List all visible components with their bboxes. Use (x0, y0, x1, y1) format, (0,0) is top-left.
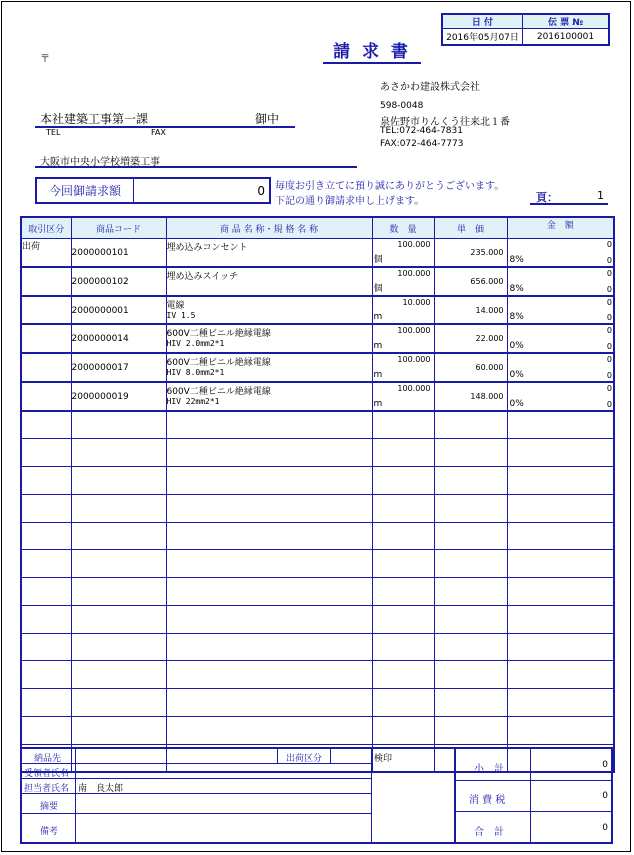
empty-cell (71, 578, 166, 606)
tax-rate-text: 0% (509, 398, 524, 409)
unit-text: m (373, 398, 383, 409)
person-value: 南 良太郎 (78, 784, 124, 794)
cell-code (71, 239, 166, 267)
price-text: 148.000 (470, 391, 504, 401)
empty-cell (166, 522, 372, 550)
empty-cell (372, 411, 434, 439)
code-text: 2000000102 (71, 276, 129, 287)
cell-kubun (21, 267, 71, 296)
empty-cell (71, 522, 166, 550)
cell-qty (372, 239, 434, 267)
empty-cell (372, 689, 434, 717)
footer-row-person (22, 779, 371, 794)
item-name: 600V二種ビニル絶縁電線 (166, 329, 271, 340)
amount-text: 0 (606, 240, 612, 249)
item-spec: HIV 8.0mm2*1 (166, 368, 225, 377)
empty-cell (507, 661, 614, 689)
cell-price (434, 353, 507, 382)
slip-label: 伝 票 № (523, 15, 608, 29)
empty-cell (71, 439, 166, 467)
empty-cell (166, 633, 372, 661)
postal-mark: 〒 (40, 54, 50, 65)
empty-cell (434, 494, 507, 522)
code-text: 2000000017 (71, 363, 129, 373)
cell-price (434, 239, 507, 267)
footer-divider-2 (454, 749, 456, 842)
slip-value: 2016100001 (536, 31, 595, 42)
cell-code (71, 353, 166, 382)
table-row (21, 689, 614, 717)
empty-cell (372, 522, 434, 550)
tax-rate-text: 0% (509, 341, 524, 351)
empty-cell (166, 494, 372, 522)
table-row (21, 467, 614, 495)
header-code: 商品コード (71, 217, 166, 239)
price-text: 656.000 (470, 276, 504, 286)
qty-text: 100.000 (397, 240, 431, 249)
amount-sub-text: 0 (606, 399, 612, 409)
tax-rate-text: 8% (509, 312, 524, 323)
price-text: 22.000 (475, 334, 504, 344)
empty-cell (434, 578, 507, 606)
summary-label: 摘要 (40, 802, 59, 812)
cell-qty (372, 267, 434, 296)
greeting-line2: 下記の通り御請求申し上げます。 (275, 196, 425, 207)
code-text: 2000000001 (71, 305, 129, 316)
person-label: 担当者氏名 (24, 784, 70, 794)
empty-cell (71, 467, 166, 495)
item-spec: HIV 22mm2*1 (166, 396, 220, 406)
item-name: 埋め込みスイッチ (166, 271, 239, 282)
empty-cell (507, 550, 614, 578)
empty-cell (434, 633, 507, 661)
recipient-honorific: 御中 (255, 112, 280, 126)
issuer-fax: FAX:072-464-7773 (380, 139, 464, 149)
date-label: 日 付 (443, 15, 523, 29)
unit-text: 個 (373, 283, 383, 294)
amount-text: 0 (606, 355, 612, 364)
price-text: 235.000 (470, 248, 504, 257)
unit-text: m (373, 341, 383, 351)
tax-value: 0 (602, 791, 608, 801)
page-number-row (530, 189, 608, 205)
qty-text: 100.000 (397, 268, 431, 278)
amount-sub-text: 0 (606, 313, 612, 323)
empty-cell (21, 578, 71, 606)
amount-text: 0 (606, 297, 612, 307)
item-spec: IV 1.5 (166, 310, 196, 320)
table-row (21, 411, 614, 439)
cell-name (166, 296, 372, 325)
empty-cell (21, 605, 71, 633)
cell-qty (372, 353, 434, 382)
cell-amount (507, 353, 614, 382)
table-header-row (21, 217, 614, 239)
issuer-address: 泉佐野市りんくう往来北１番 (380, 117, 510, 128)
fax-label: FAX (151, 128, 166, 137)
cell-amount (507, 239, 614, 267)
amount-sub-text: 0 (606, 370, 612, 380)
table-row (21, 439, 614, 467)
recipient-name: 本社建築工事第一課 (40, 112, 149, 126)
amount-sub-text: 0 (606, 284, 612, 294)
empty-cell (372, 633, 434, 661)
inspection-label: 検印 (374, 754, 393, 764)
cell-name (166, 324, 372, 353)
empty-cell (372, 494, 434, 522)
empty-cell (372, 550, 434, 578)
footer-hline-1 (454, 780, 611, 781)
empty-cell (166, 550, 372, 578)
amount-text: 0 (606, 326, 612, 336)
empty-cell (21, 439, 71, 467)
empty-cell (434, 411, 507, 439)
empty-cell (166, 411, 372, 439)
invoice-amount-label: 今回御請求額 (37, 179, 134, 202)
table-row (21, 494, 614, 522)
item-name: 600V二種ビニル絶縁電線 (166, 358, 271, 368)
shipping-label: 出荷区分 (286, 754, 323, 764)
cell-name (166, 239, 372, 267)
empty-cell (21, 411, 71, 439)
empty-cell (507, 494, 614, 522)
table-row (21, 267, 614, 296)
empty-cell (434, 716, 507, 744)
subtotal-label: 小 計 (474, 764, 504, 775)
empty-cell (507, 439, 614, 467)
header-qty: 数 量 (372, 217, 434, 239)
tel-label: TEL (46, 128, 61, 137)
price-text: 14.000 (475, 305, 504, 315)
footer-divider-1 (371, 749, 372, 842)
table-row (21, 550, 614, 578)
subtotal-value: 0 (602, 760, 608, 770)
cell-kubun (21, 382, 71, 411)
items-table (20, 216, 615, 773)
table-row (21, 716, 614, 744)
cell-amount (507, 267, 614, 296)
recipient-row (35, 108, 295, 128)
table-row (21, 353, 614, 382)
item-name: 600V二種ビニル絶縁電線 (166, 386, 271, 397)
empty-cell (21, 522, 71, 550)
item-name: 電線 (166, 300, 185, 311)
amount-text: 0 (606, 268, 612, 278)
empty-cell (507, 411, 614, 439)
empty-cell (507, 605, 614, 633)
code-text: 2000000019 (71, 391, 129, 402)
empty-cell (434, 661, 507, 689)
header-kubun: 取引区分 (21, 217, 71, 239)
empty-cell (434, 605, 507, 633)
empty-cell (21, 716, 71, 744)
empty-cell (166, 605, 372, 633)
total-label: 合 計 (474, 827, 504, 838)
table-row (21, 578, 614, 606)
qty-text: 100.000 (397, 355, 431, 364)
cell-amount (507, 382, 614, 411)
empty-cell (21, 494, 71, 522)
empty-cell (372, 439, 434, 467)
empty-cell (71, 550, 166, 578)
tax-rate-text: 8% (509, 254, 524, 265)
table-row (21, 324, 614, 353)
cell-code (71, 324, 166, 353)
table-row (21, 239, 614, 267)
empty-cell (166, 689, 372, 717)
table-row (21, 661, 614, 689)
qty-text: 100.000 (397, 383, 431, 393)
cell-price (434, 296, 507, 325)
empty-cell (372, 661, 434, 689)
code-text: 2000000014 (71, 334, 129, 345)
greeting-line1: 毎度お引き立てに預り誠にありがとうございます。 (275, 181, 505, 192)
empty-cell (507, 522, 614, 550)
table-row (21, 522, 614, 550)
cell-code (71, 296, 166, 325)
empty-cell (21, 550, 71, 578)
cell-kubun (21, 239, 71, 267)
qty-text: 100.000 (397, 326, 431, 336)
empty-cell (21, 689, 71, 717)
empty-cell (71, 494, 166, 522)
header-name: 商 品 名 称・規 格 名 称 (166, 217, 372, 239)
amount-text: 0 (606, 383, 612, 393)
empty-cell (71, 633, 166, 661)
date-value: 2016年05月07日 (443, 29, 523, 44)
unit-text: m (373, 312, 383, 323)
total-value: 0 (602, 823, 608, 833)
cell-qty (372, 382, 434, 411)
tax-label: 消 費 税 (469, 795, 506, 806)
empty-cell (434, 689, 507, 717)
cell-kubun (21, 296, 71, 325)
empty-cell (71, 661, 166, 689)
cell-code (71, 382, 166, 411)
cell-name (166, 353, 372, 382)
footer-row-summary (22, 794, 371, 814)
qty-text: 10.000 (402, 297, 431, 307)
empty-cell (166, 716, 372, 744)
amount-sub-text: 0 (606, 342, 612, 351)
code-text: 2000000101 (71, 248, 129, 258)
item-spec: HIV 2.0mm2*1 (166, 339, 225, 349)
receiver-label: 受領者氏名 (24, 769, 70, 779)
empty-cell (507, 689, 614, 717)
tax-rate-text: 0% (509, 369, 524, 380)
cell-price (434, 382, 507, 411)
empty-cell (372, 467, 434, 495)
remarks-label: 備考 (40, 827, 59, 837)
issuer-company: あさかわ建設株式会社 (380, 82, 480, 93)
empty-cell (507, 716, 614, 744)
empty-cell (21, 661, 71, 689)
item-name: 埋め込みコンセント (166, 243, 248, 253)
cell-name (166, 267, 372, 296)
empty-cell (71, 411, 166, 439)
footer-hline-2 (454, 811, 611, 812)
cell-kubun (21, 324, 71, 353)
issuer-postal: 598-0048 (380, 101, 424, 111)
cell-qty (372, 324, 434, 353)
date-slip-box (441, 13, 610, 46)
invoice-amount-value: 0 (257, 183, 265, 198)
tax-rate-text: 8% (509, 283, 524, 294)
empty-cell (71, 605, 166, 633)
empty-cell (166, 578, 372, 606)
issuer-tel: TEL:072-464-7831 (380, 126, 463, 136)
project-row (35, 152, 357, 168)
table-row (21, 605, 614, 633)
project-name: 大阪市中央小学校増築工事 (40, 157, 160, 168)
cell-amount (507, 296, 614, 325)
invoice-amount-box (35, 177, 271, 204)
empty-cell (166, 467, 372, 495)
cell-qty (372, 296, 434, 325)
price-text: 60.000 (475, 363, 504, 372)
cell-amount (507, 324, 614, 353)
empty-cell (71, 689, 166, 717)
empty-cell (507, 467, 614, 495)
empty-cell (372, 605, 434, 633)
table-row (21, 296, 614, 325)
empty-cell (434, 522, 507, 550)
cell-code (71, 267, 166, 296)
header-price: 単 価 (434, 217, 507, 239)
cell-name (166, 382, 372, 411)
empty-cell (166, 439, 372, 467)
empty-cell (434, 550, 507, 578)
cell-kubun (21, 353, 71, 382)
footer-box (20, 747, 613, 844)
delivery-label: 納品先 (34, 754, 62, 764)
unit-text: 個 (373, 254, 383, 265)
footer-row-receiver (22, 764, 371, 779)
kubun-text: 出荷 (22, 242, 41, 252)
header-amount: 金 額 (507, 217, 614, 239)
cell-price (434, 267, 507, 296)
page-label: 頁： (536, 191, 558, 204)
empty-cell (434, 467, 507, 495)
empty-cell (372, 578, 434, 606)
table-row (21, 382, 614, 411)
cell-price (434, 324, 507, 353)
document-title: 請 求 書 (323, 37, 421, 64)
unit-text: m (373, 369, 383, 380)
footer-divider-3 (530, 749, 531, 842)
amount-sub-text: 0 (606, 255, 612, 265)
empty-cell (372, 716, 434, 744)
page-value: 1 (597, 189, 604, 202)
empty-cell (507, 633, 614, 661)
table-row (21, 633, 614, 661)
empty-cell (71, 716, 166, 744)
empty-cell (21, 467, 71, 495)
empty-cell (166, 661, 372, 689)
empty-cell (21, 633, 71, 661)
empty-cell (507, 578, 614, 606)
empty-cell (434, 439, 507, 467)
